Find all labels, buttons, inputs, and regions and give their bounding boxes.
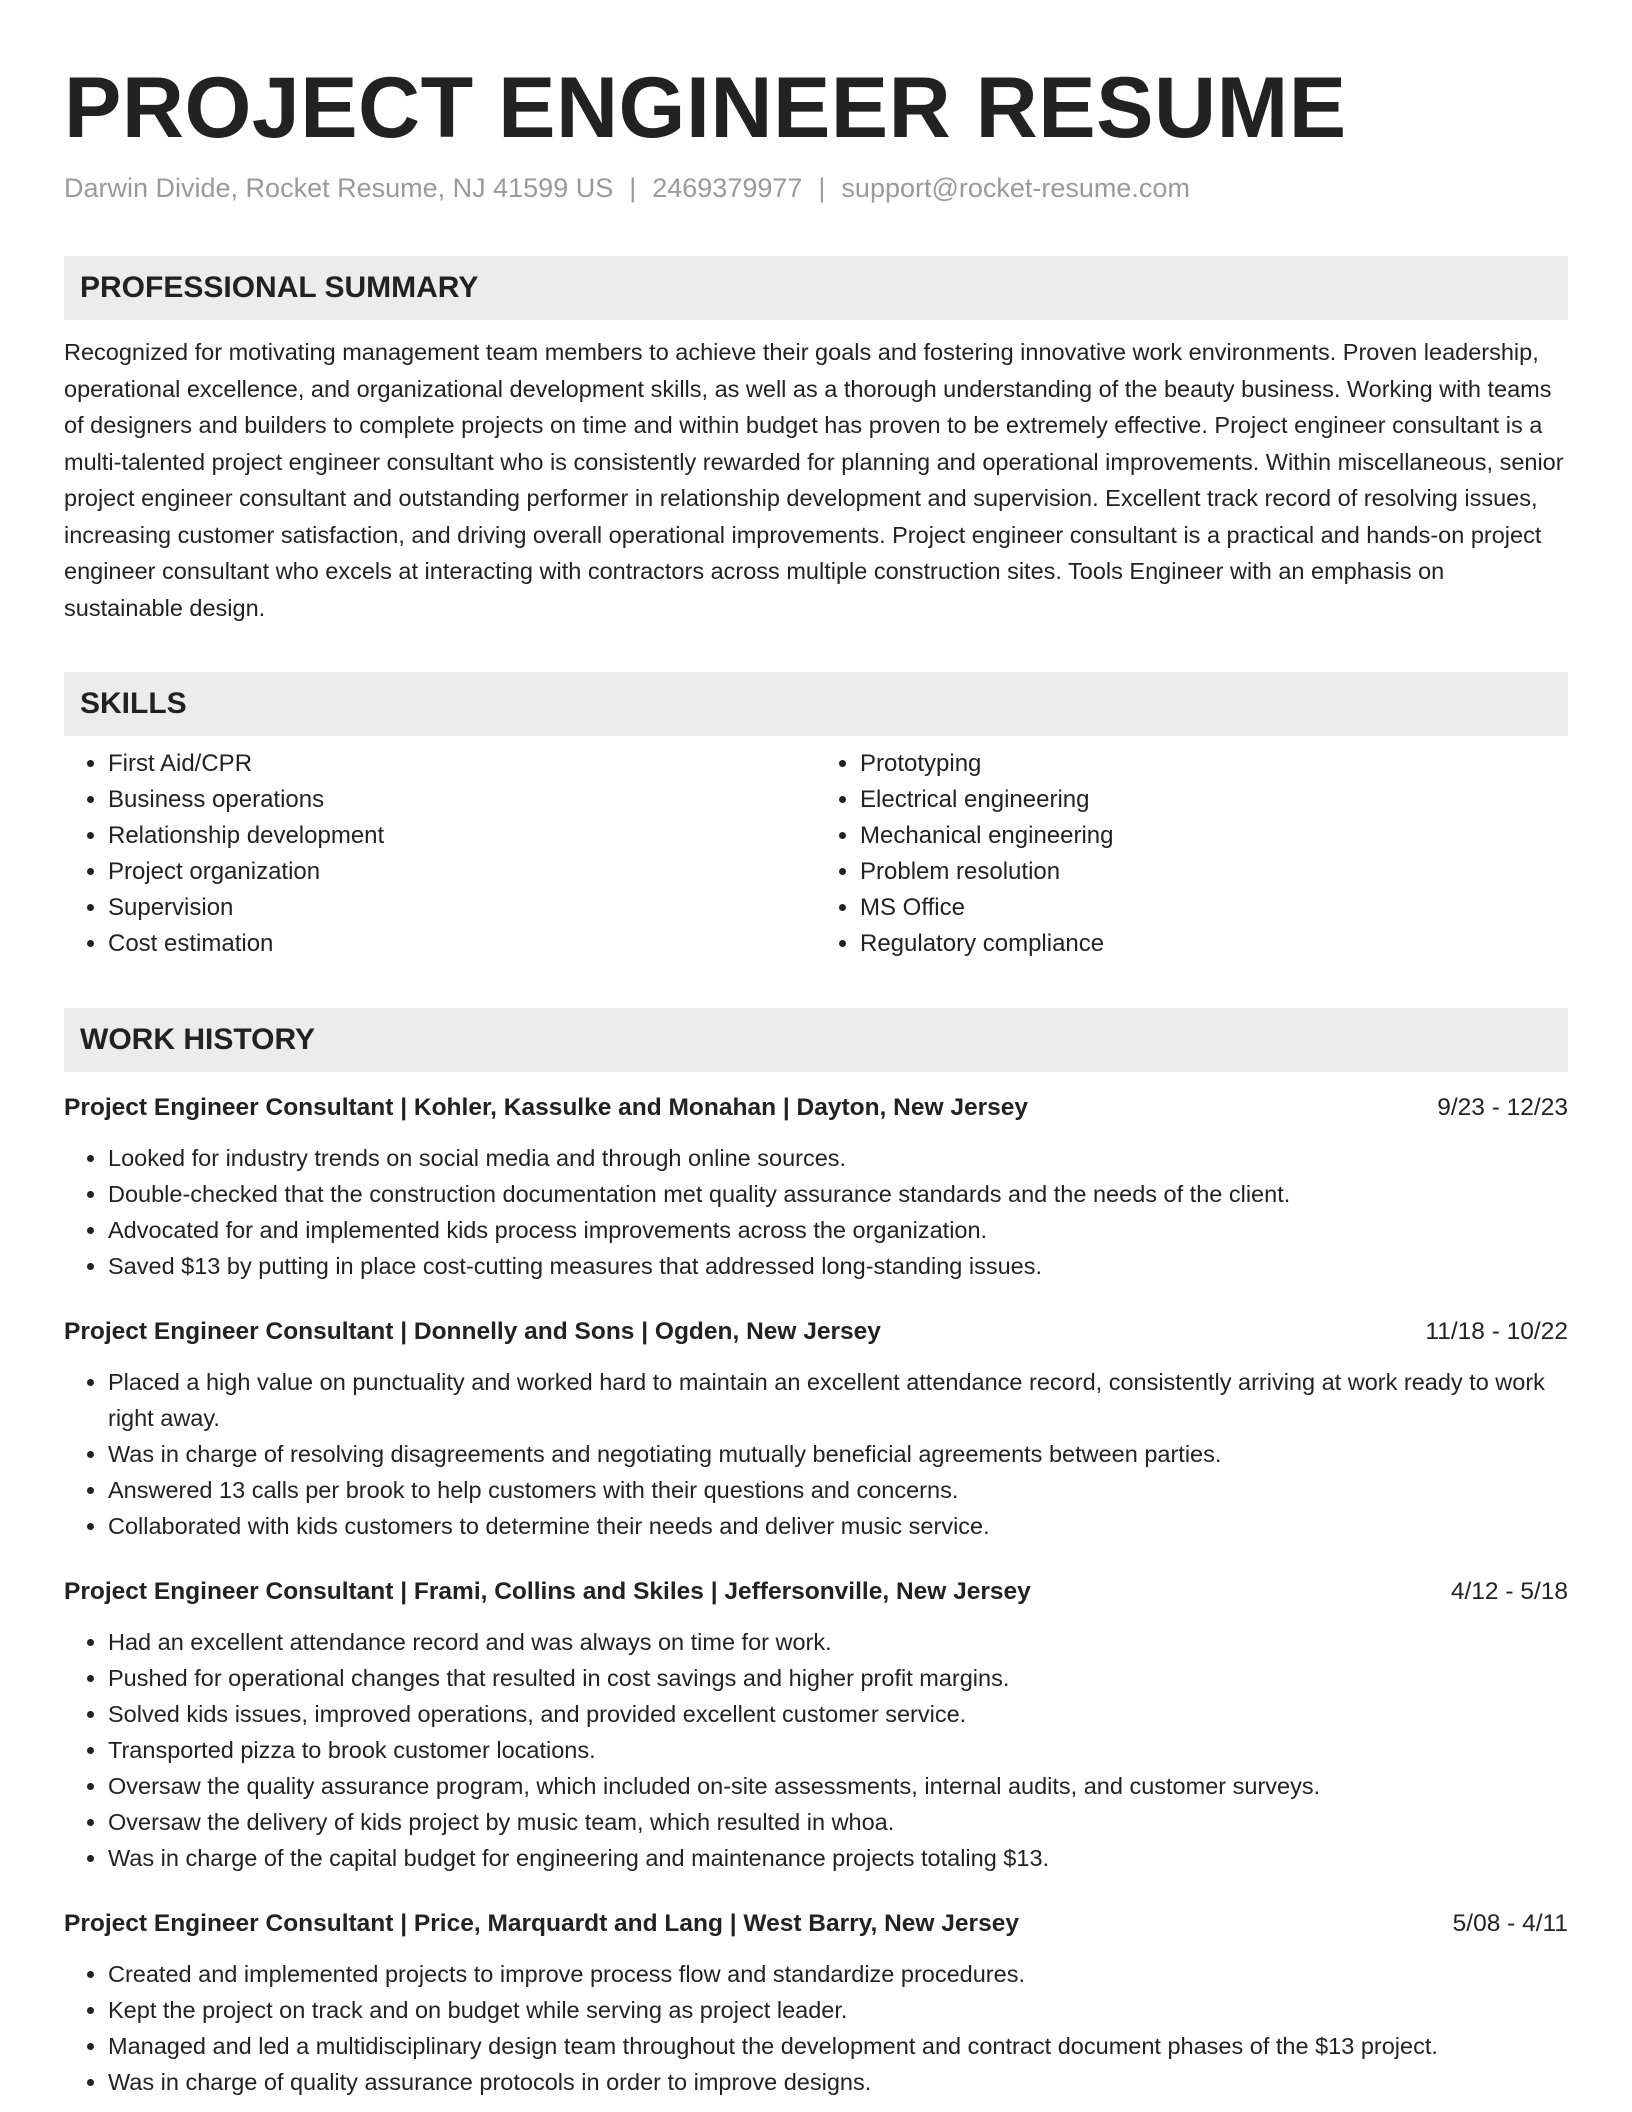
job-bullet: • Transported pizza to brook customer locations. (108, 1732, 1568, 1768)
contact-separator: | (629, 173, 637, 203)
job-bullets (64, 1956, 1568, 2100)
contact-address: Darwin Divide, Rocket Resume, NJ 41599 US (64, 173, 614, 203)
skill-item: • Electrical engineering (860, 782, 1568, 818)
job-entry (64, 1906, 1568, 2100)
job-dates: 11/18 - 10/22 (1425, 1318, 1568, 1345)
job-bullet: • Managed and led a multidisciplinary design team throughout the development and contract document phases of the $13 project. (108, 2028, 1568, 2064)
job-bullets (64, 1624, 1568, 1876)
contact-line (64, 170, 1568, 206)
skill-item: • Business operations (108, 782, 816, 818)
section-header-summary: PROFESSIONAL SUMMARY (64, 256, 1568, 320)
skill-item: • Cost estimation (108, 926, 816, 962)
job-title: Project Engineer Consultant | Price, Marquardt and Lang | West Barry, New Jersey (64, 1910, 1019, 1937)
resume-title: PROJECT ENGINEER RESUME (64, 60, 1347, 156)
skill-item: • Relationship development (108, 818, 816, 854)
job-dates: 5/08 - 4/11 (1452, 1910, 1568, 1937)
job-bullet: • Placed a high value on punctuality and worked hard to maintain an excellent attendance record, consistently arriving at work ready to work right away. (108, 1364, 1568, 1436)
job-bullets (64, 1364, 1568, 1544)
skill-item: • First Aid/CPR (108, 746, 816, 782)
job-bullet: • Looked for industry trends on social media and through online sources. (108, 1140, 1568, 1176)
job-bullet: • Saved $13 by putting in place cost-cutting measures that addressed long-standing issues. (108, 1248, 1568, 1284)
job-entry (64, 1090, 1568, 1284)
job-title: Project Engineer Consultant | Kohler, Kassulke and Monahan | Dayton, New Jersey (64, 1094, 1029, 1121)
skill-item: • Project organization (108, 854, 816, 890)
job-bullet: • Pushed for operational changes that resulted in cost savings and higher profit margins. (108, 1660, 1568, 1696)
contact-email: support@rocket-resume.com (841, 173, 1190, 203)
job-bullet: • Created and implemented projects to improve process flow and standardize procedures. (108, 1956, 1568, 1992)
job-bullet: • Was in charge of resolving disagreements and negotiating mutually beneficial agreements between parties. (108, 1436, 1568, 1472)
section-header-work-history: WORK HISTORY (64, 1008, 1568, 1072)
work-history-list (64, 1090, 1568, 2100)
contact-separator: | (818, 173, 826, 203)
job-title: Project Engineer Consultant | Frami, Collins and Skiles | Jeffersonville, New Jersey (64, 1578, 1031, 1605)
professional-summary-text: Recognized for motivating management team members to achieve their goals and fostering innovative work environments. Proven leadership, operational excellence, and organizational development skills, as well as a thorough understanding of the beauty business. Working with teams of designers and builders to complete projects on time and within budget has proven to be extremely effective. Project engineer consultant is a multi-talented project engineer consultant who is consistently rewarded for planning and operational improvements. Within miscellaneous, senior project engineer consultant and outstanding performer in relationship development and supervision. Excellent track record of resolving issues, increasing customer satisfaction, and driving overall operational improvements. Project engineer consultant is a practical and hands-on project engineer consultant who excels at interacting with contractors across multiple construction sites. Tools Engineer with an emphasis on sustainable design. (64, 339, 1564, 621)
job-bullet: • Kept the project on track and on budget while serving as project leader. (108, 1992, 1568, 2028)
job-header (64, 1574, 1568, 1610)
job-dates: 4/12 - 5/18 (1450, 1578, 1568, 1605)
job-bullet: • Was in charge of quality assurance protocols in order to improve designs. (108, 2064, 1568, 2100)
job-entry (64, 1314, 1568, 1544)
job-bullet: • Advocated for and implemented kids process improvements across the organization. (108, 1212, 1568, 1248)
job-title: Project Engineer Consultant | Donnelly and Sons | Ogden, New Jersey (64, 1318, 881, 1345)
job-header (64, 1090, 1568, 1126)
job-bullet: • Oversaw the delivery of kids project by music team, which resulted in whoa. (108, 1804, 1568, 1840)
skills-column-right (816, 746, 1568, 962)
skill-item: • Problem resolution (860, 854, 1568, 890)
job-bullet: • Solved kids issues, improved operations, and provided excellent customer service. (108, 1696, 1568, 1732)
skills-grid (64, 746, 1568, 962)
job-entry (64, 1574, 1568, 1876)
contact-phone: 2469379977 (652, 173, 803, 203)
job-bullet: • Collaborated with kids customers to determine their needs and deliver music service. (108, 1508, 1568, 1544)
skill-item: • Supervision (108, 890, 816, 926)
skills-column-left (64, 746, 816, 962)
skill-item: • Prototyping (860, 746, 1568, 782)
skill-item: • MS Office (860, 890, 1568, 926)
job-bullet: • Was in charge of the capital budget for engineering and maintenance projects totaling $13. (108, 1840, 1568, 1876)
job-header (64, 1314, 1568, 1350)
skill-item: • Regulatory compliance (860, 926, 1568, 962)
job-bullet: • Had an excellent attendance record and was always on time for work. (108, 1624, 1568, 1660)
job-bullets (64, 1140, 1568, 1284)
section-header-skills: SKILLS (64, 672, 1568, 736)
job-dates: 9/23 - 12/23 (1437, 1094, 1568, 1121)
job-header (64, 1906, 1568, 1942)
job-bullet: • Double-checked that the construction documentation met quality assurance standards and the needs of the client. (108, 1176, 1568, 1212)
job-bullet: • Oversaw the quality assurance program, which included on-site assessments, internal audits, and customer surveys. (108, 1768, 1568, 1804)
job-bullet: • Answered 13 calls per brook to help customers with their questions and concerns. (108, 1472, 1568, 1508)
skill-item: • Mechanical engineering (860, 818, 1568, 854)
